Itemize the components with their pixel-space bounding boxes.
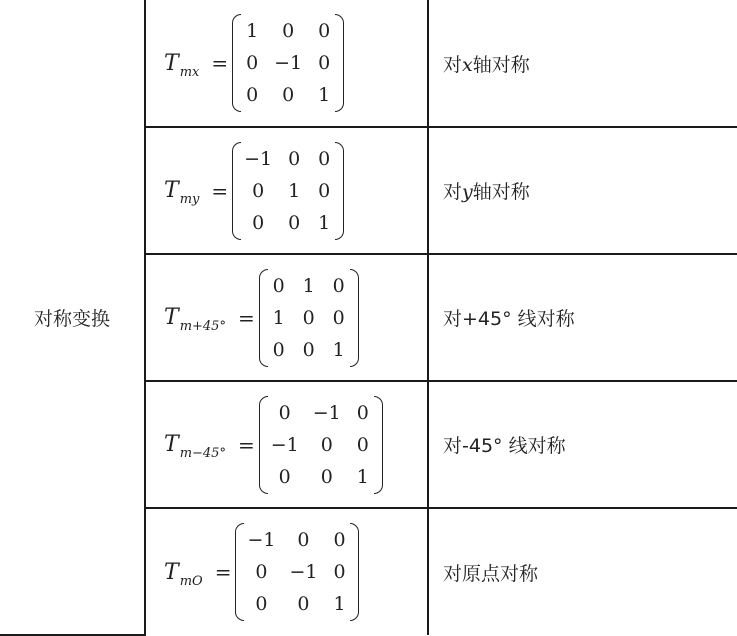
equals-sign: = [214,560,232,584]
formula-lhs [164,432,226,461]
equals-sign: = [211,51,229,75]
matrix-subscript: mO [179,573,203,589]
description-cell [428,254,737,381]
matrix-cell: 0 [320,465,333,488]
matrix-cell: −1 [244,147,273,170]
matrix-subscript: m+45° [179,319,226,334]
description-prefix: 对 [443,53,463,76]
equals-sign: = [211,178,229,203]
matrix-cell: 0 [318,147,331,170]
matrix-cell: 1 [302,274,315,297]
matrix-cell: 1 [332,338,345,361]
formula-cell [145,508,428,635]
matrix-cell: −1 [289,561,318,583]
description-suffix: 轴对称 [472,53,530,76]
matrix-cell: 0 [282,20,295,42]
formula [146,14,427,112]
matrix-cell: 1 [318,211,331,234]
matrix-cell: 0 [278,401,291,424]
matrix-cell: 0 [356,433,369,456]
formula [146,523,427,621]
description-cell [428,508,737,635]
description-prefix: 对原点对称 [443,562,539,585]
matrix-symbol: T [164,50,179,76]
matrix-cell: 0 [297,593,310,615]
formula-lhs [164,305,226,334]
description-variable: y [462,181,473,203]
matrix-cell: 1 [318,84,331,106]
left-paren [232,142,241,240]
matrix-cell: 0 [318,20,331,42]
matrix-cell: 0 [297,529,310,551]
description-cell [428,0,737,127]
matrix-cell: −1 [270,433,299,456]
matrix-cell: 0 [255,561,268,583]
right-paren [335,142,344,240]
formula [146,396,427,494]
description [429,54,530,76]
matrix-cell: 0 [246,52,259,74]
formula [146,269,427,367]
matrix-cell: 0 [356,401,369,424]
matrix-subscript: mx [179,64,200,80]
description [429,563,538,585]
matrix-cell: 1 [272,306,285,329]
formula-lhs [164,559,203,589]
formula [146,142,427,240]
description-prefix: 对 [443,181,463,203]
matrix [259,396,383,494]
matrix-cell: 0 [320,433,333,456]
matrix-cell: −1 [247,529,276,551]
formula-cell [145,127,428,254]
matrix-subscript: m−45° [179,446,226,461]
description-cell [428,127,737,254]
matrix-cell: 1 [356,465,369,488]
right-paren [350,269,359,367]
matrix-cell: 0 [333,561,346,583]
formula-cell [145,381,428,508]
matrix-cell: 1 [288,179,301,202]
matrix-cell: −1 [312,401,341,424]
matrix-symbol: T [164,559,179,585]
left-paren [232,14,241,112]
group-label: 对称变换 [0,0,145,635]
description-prefix: 对-45° 线对称 [443,435,566,457]
matrix-cell: 0 [288,211,301,234]
right-paren [335,14,344,112]
matrix [259,269,359,367]
description-suffix: 轴对称 [472,181,530,203]
description [429,181,530,203]
description-prefix: 对+45° 线对称 [443,308,575,330]
description [429,435,566,457]
description-cell [428,381,737,508]
left-paren [235,523,244,621]
matrix-symbol: T [164,305,179,330]
left-paren [259,396,268,494]
matrix-cell: 0 [255,593,268,615]
matrix-cell: 0 [318,179,331,202]
matrix-cell: 0 [252,211,265,234]
matrix [232,142,344,240]
matrix-cell: −1 [274,52,303,74]
formula-lhs [164,50,200,80]
left-paren [259,269,268,367]
matrix [235,523,359,621]
matrix-cell: 0 [252,179,265,202]
matrix-cell: 0 [302,306,315,329]
matrix-cell: 0 [302,338,315,361]
formula-cell [145,0,428,127]
matrix-cell: 0 [333,529,346,551]
matrix-cell: 0 [318,52,331,74]
matrix-cell: 0 [272,274,285,297]
matrix-cell: 0 [288,147,301,170]
matrix-symbol: T [164,178,179,203]
matrix-cell: 0 [332,306,345,329]
table-row [0,0,737,127]
matrix-cell: 0 [278,465,291,488]
matrix-symbol: T [164,432,179,457]
description-variable: x [462,53,473,76]
matrix [232,14,344,112]
matrix-cell: 1 [333,593,346,615]
matrix-cell: 0 [332,274,345,297]
matrix-cell: 1 [246,20,259,42]
right-paren [350,523,359,621]
description [429,308,575,330]
formula-lhs [164,178,200,207]
matrix-cell: 0 [246,84,259,106]
matrix-subscript: my [179,192,200,207]
matrix-cell: 0 [282,84,295,106]
formula-cell [145,254,428,381]
equals-sign: = [237,432,255,457]
right-paren [374,396,383,494]
equals-sign: = [237,305,255,330]
matrix-cell: 0 [272,338,285,361]
